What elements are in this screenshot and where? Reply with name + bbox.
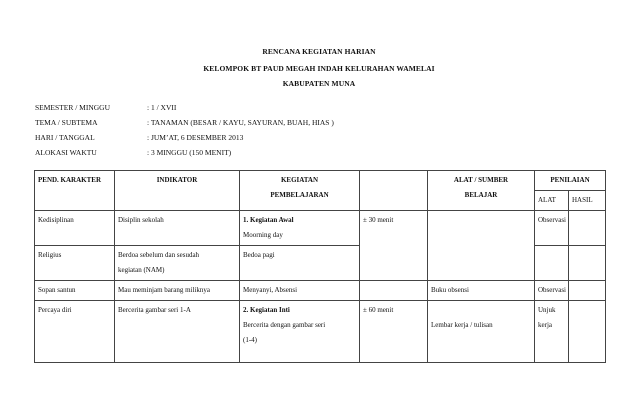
header-alat: ALAT (535, 191, 569, 211)
header-alat-sumber (428, 171, 535, 211)
cell-karakter: Religius (35, 246, 115, 281)
spacer (431, 303, 531, 318)
info-label: TEMA / SUBTEMA (35, 118, 98, 127)
header-hasil: HASIL (569, 191, 606, 211)
cell-alat (535, 246, 569, 281)
cell-kegiatan (240, 211, 360, 246)
doc-title: RENCANA KEGIATAN HARIAN (262, 47, 376, 56)
kegiatan-text: Moorning day (243, 231, 283, 239)
info-value: : 3 MINGGU (150 MENIT) (147, 148, 232, 157)
cell-hasil (569, 211, 606, 246)
cell-kegiatan: Menyanyi, Absensi (240, 281, 360, 301)
cell-waktu: ± 60 menit (360, 301, 428, 363)
cell-waktu (360, 281, 428, 301)
cell-karakter: Kedisiplinan (35, 211, 115, 246)
cell-alat (535, 301, 569, 363)
activity-table (34, 170, 606, 363)
info-label: HARI / TANGGAL (35, 133, 95, 142)
header-indikator: INDIKATOR (115, 171, 240, 211)
kegiatan-title: 2. Kegiatan Inti (243, 306, 290, 314)
cell-waktu: ± 30 menit (360, 211, 428, 281)
cell-sumber (428, 301, 535, 363)
cell-indikator: Bercerita gambar seri 1-A (115, 301, 240, 363)
header-alat-line2: BELAJAR (464, 191, 498, 199)
info-value: : 1 / XVII (147, 103, 177, 112)
info-value: : TANAMAN (BESAR / KAYU, SAYURAN, BUAH, HIAS ) (147, 118, 334, 127)
alat-line2: kerja (538, 321, 552, 329)
cell-karakter: Sopan santun (35, 281, 115, 301)
info-row-semester (35, 103, 176, 112)
cell-hasil (569, 246, 606, 281)
cell-kegiatan: Bedoa pagi (240, 246, 360, 281)
kegiatan-text-2: (1-4) (243, 336, 257, 344)
cell-sumber: Buku obsensi (428, 281, 535, 301)
cell-indikator (115, 246, 240, 281)
kegiatan-title: 1. Kegiatan Awal (243, 216, 294, 224)
info-row-hari (35, 133, 243, 142)
cell-indikator: Mau meminjam barang miliknya (115, 281, 240, 301)
doc-region: KABUPATEN MUNA (282, 79, 356, 88)
cell-karakter: Percaya diri (35, 301, 115, 363)
table-row (35, 281, 606, 301)
cell-hasil (569, 301, 606, 363)
alat-line1: Unjuk (538, 306, 556, 314)
kegiatan-text: Bercerita dengan gambar seri (243, 321, 326, 329)
cell-sumber (428, 211, 535, 281)
header-kegiatan-line2: PEMBELAJARAN (270, 191, 329, 199)
cell-hasil (569, 281, 606, 301)
table-row (35, 211, 606, 246)
header-waktu (360, 171, 428, 211)
header-kegiatan (240, 171, 360, 211)
table-row (35, 301, 606, 363)
cell-indikator: Disiplin sekolah (115, 211, 240, 246)
info-value: : JUM’AT, 6 DESEMBER 2013 (147, 133, 244, 142)
cell-alat: Observasi (535, 211, 569, 246)
info-label: SEMESTER / MINGGU (35, 103, 111, 112)
cell-kegiatan (240, 301, 360, 363)
info-row-alokasi (35, 148, 231, 157)
header-karakter: PEND. KARAKTER (35, 171, 115, 211)
info-row-tema (35, 118, 334, 127)
indikator-line1: Berdoa sebelum dan sesudah (118, 251, 200, 259)
indikator-line2: kegiatan (NAM) (118, 266, 165, 274)
info-label: ALOKASI WAKTU (35, 148, 97, 157)
header-penilaian: PENILAIAN (535, 171, 606, 191)
header-kegiatan-line1: KEGIATAN (280, 176, 319, 184)
header-alat-line1: ALAT / SUMBER (453, 176, 509, 184)
sumber-text: Lembar kerja / tulisan (431, 321, 493, 329)
doc-subtitle: KELOMPOK BT PAUD MEGAH INDAH KELURAHAN WAMELAI (203, 64, 435, 73)
cell-alat: Observasi (535, 281, 569, 301)
